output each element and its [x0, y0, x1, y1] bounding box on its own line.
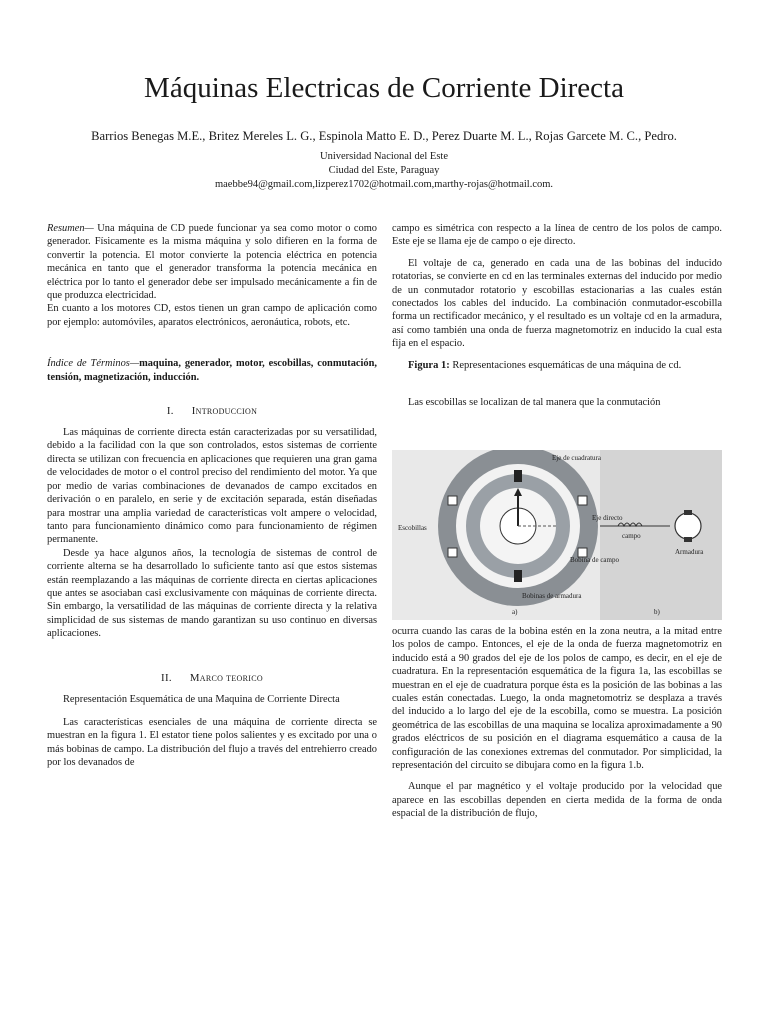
affiliation-university: Universidad Nacional del Este: [320, 151, 448, 162]
figure-1-label: Figura 1:: [408, 359, 450, 371]
section-1-heading: [47, 404, 377, 418]
figure-1-dc-machine-diagram: [392, 450, 722, 620]
abstract: [47, 222, 377, 302]
paper-title: Máquinas Electricas de Corriente Directa: [144, 72, 624, 104]
field-coil-bottom-left: [448, 548, 457, 557]
figure-scan-shadow: [600, 450, 722, 620]
label-sub-b: b): [654, 608, 660, 616]
intro-paragraph-1: Las máquinas de corriente directa están caracterizadas por su versatilidad, debido a la facilidad con la que son controlados, estos sistemas de corriente directa se utilizan con frecuencia en aplicaciones que requieren una gran gama de velocidades de motor o el control preciso del rendimiento del motor. Ya que por medio de varias combinaciones de devanados de campo excitados en derivación o en paralelo, en serie y de excitación separada, están diseñadas para mostrar una amplia variedad de características volt ampere o velocidad, tanto para funcionamiento dinámico como para funcionamiento de régimen permanente.: [47, 427, 377, 546]
section-2-heading: [47, 671, 377, 685]
right-column-bottom: [392, 625, 722, 821]
affiliation-emails: maebbe94@gmail.com,lizperez1702@hotmail.com,marthy-rojas@hotmail.com.: [214, 179, 554, 190]
right-paragraph-4: Aunque el par magnético y el voltaje producido por la velocidad que aparece en las escobillas dependen en cierta medida de la forma de onda espacial de la distribución de flujo,: [392, 781, 722, 820]
abstract-text-2: En cuanto a los motores CD, estos tienen un gran campo de aplicación como por ejemplo: automóviles, aparatos electrónicos, aeronáutica, robots, etc.: [47, 303, 377, 328]
right-paragraph-3: ocurra cuando las caras de la bobina estén en la zona neutra, a la mitad entre los polos de campo. Entonces, el eje de la onda de fuerza magnetomotriz en inducido está a 90 grados del eje de los polos de campo, es decir, en el eje de cuadratura. En la representación esquemática de la figura 1a, las escobillas se muestran en el eje de cuadratura porque ésta es la posición de las bobinas a las cuales están conectadas. Luego, la onda magnetomotriz se desplaza a través del inducido a lo largo del eje de la escobilla, como se muestra. La posición geométrica de las escobillas de una maquina se localiza aproximadamente a 90 grados eléctricos de su posición en el diagrama esquemático a causa de la configuración de las conexiones extremas del conmutador. Por simplicidad, la representación del circuito se dibujara como en la figura 1.b.: [392, 626, 722, 772]
theory-paragraph-1: Las características esenciales de una máquina de corriente directa se muestran en la figura 1. El estator tiene polos salientes y es excitado por una o más bobinas de campo. La distribución del flujo a través del entrehierro creado por los devanados de: [47, 716, 377, 769]
right-paragraph-0: campo es simétrica con respecto a la línea de centro de los polos de campo. Este eje se llama eje de campo o eje directo.: [392, 223, 722, 248]
label-bobina-campo: Bobina de campo: [570, 556, 619, 564]
field-coil-top-right: [578, 496, 587, 505]
abstract-label: Resumen—: [47, 223, 94, 234]
brush-bottom: [514, 570, 522, 582]
author-list: Barrios Benegas M.E., Britez Mereles L. G., Espinola Matto E. D., Perez Duarte M. L., Rojas Garcete M. C., Pedro.: [91, 129, 677, 143]
intro-paragraph-2: Desde ya hace algunos años, la tecnología de sistemas de control de corriente alterna se ha desarrollado lo suficiente tanto así que estos sistemas están reemplazando a las máquinas de corriente directa en ciertas aplicaciones que antes se asociaban casi exclusivamente con máquinas de corriente directa. Sin embargo, la versatilidad de las máquinas de corriente directa y la relativa simplicidad de sus sistemas de mando garantizan su uso continuo en diversas aplicaciones.: [47, 547, 377, 640]
subsection-title: Representación Esquemática de una Maquina de Corriente Directa: [63, 693, 340, 705]
label-eje-cuadratura: Eje de cuadratura: [552, 454, 601, 462]
right-paragraph-2: Las escobillas se localizan de tal manera que la conmutación: [408, 397, 661, 409]
label-campo: campo: [622, 532, 641, 540]
label-escobillas: Escobillas: [398, 524, 427, 532]
index-terms: [47, 357, 377, 384]
figure-1-caption: [392, 359, 722, 372]
label-armadura: Armadura: [675, 548, 704, 556]
section-2-number: II.: [161, 671, 172, 684]
index-terms-list: maquina, generador, motor, escobillas, conmutación, tensión, magnetización, inducción.: [47, 358, 377, 383]
right-paragraph-1: El voltaje de ca, generado en cada una de las bobinas del inducido rotatorias, se convierte en cd en las terminales externas del inducido por medio de un conmutador rotatorio y escobillas estacionarias a las cuales están conectados los cables del inducido. La combinación conmutador-escobilla forma un rectificador mecánico, y el resultado es un voltaje cd en la armadura, así como también una onda de fuerza magnetomotriz en inducido la cual esta fija en el espacio.: [392, 257, 722, 350]
label-eje-directo: Eje directo: [592, 514, 623, 522]
affiliation-city: Ciudad del Este, Paraguay: [328, 165, 440, 176]
right-column-top: [392, 222, 722, 409]
armature-brush-bottom: [684, 537, 692, 542]
index-terms-label: Índice de Términos—: [47, 358, 140, 370]
brush-top: [514, 470, 522, 482]
armature-symbol: [675, 513, 701, 539]
abstract-text: Una máquina de CD puede funcionar ya sea como motor o como generador. Físicamente es la misma máquina y solo difieren en la forma de convertir la potencia. El motor convierte la potencia eléctrica en potencia mecánica en tanto que el generador transforma la potencia mecánica en eléctrica por lo tanto el generador debe ser impulsado mecánicamente a fin de que produzca electricidad.: [47, 223, 377, 302]
figure-1-caption-text: Representaciones esquemáticas de una máquina de cd.: [449, 359, 682, 371]
armature-brush-top: [684, 510, 692, 515]
label-bobinas-armadura: Bobinas de armadura: [522, 592, 582, 600]
section-1-number: I.: [166, 405, 174, 418]
label-sub-a: a): [512, 608, 518, 616]
section-1-title: Introduccion: [191, 405, 258, 418]
field-coil-top-left: [448, 496, 457, 505]
section-2-title: Marco teorico: [189, 671, 263, 684]
left-column: [47, 222, 377, 770]
